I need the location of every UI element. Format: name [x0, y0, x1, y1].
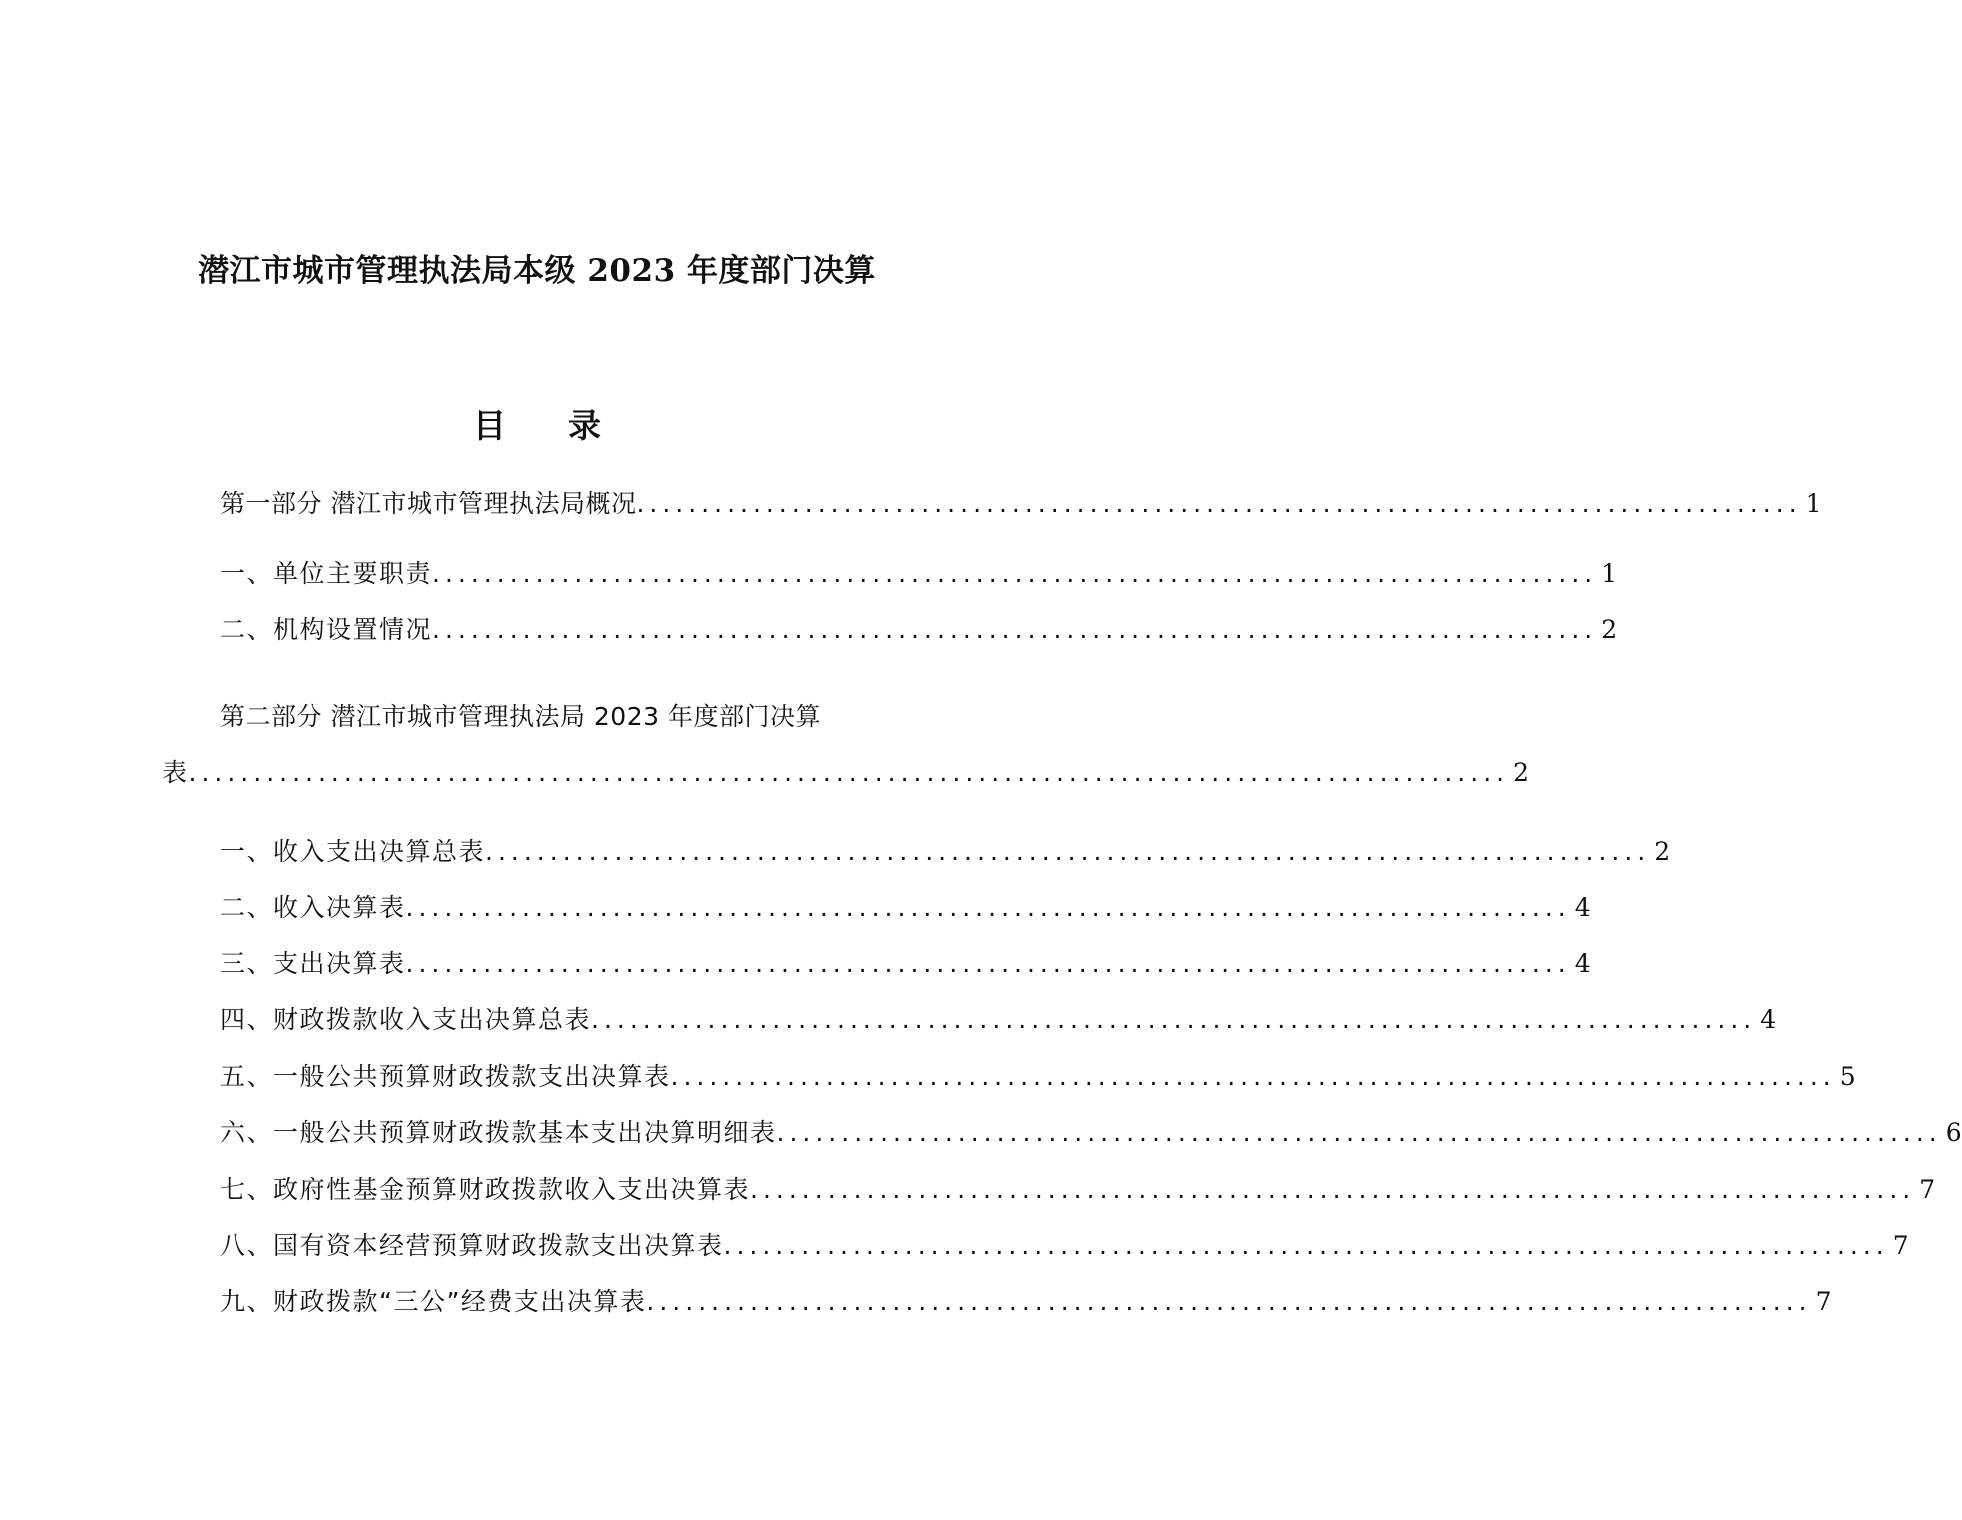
toc-heading-char-2: 录 [568, 406, 601, 445]
toc-dot-leader: .......................................................................................... [405, 949, 1571, 978]
toc-page-number: 4 [1574, 893, 1591, 922]
toc-entry-part2-item-5[interactable] [220, 1057, 1856, 1097]
toc-entry-part1-item-2[interactable] [220, 610, 1618, 650]
toc-entry-part2-item-3[interactable] [220, 944, 1591, 984]
toc-page-number: 4 [1574, 949, 1591, 978]
toc-entry-part2-item-4[interactable] [220, 1000, 1777, 1040]
toc-entry-label: 九、财政拨款“三公”经费支出决算表 [220, 1287, 647, 1316]
toc-entry-label: 六、一般公共预算财政拨款基本支出决算明细表 [220, 1118, 777, 1147]
toc-dot-leader: .......................................................................................... [723, 1231, 1889, 1260]
toc-page-number: 7 [1919, 1175, 1936, 1204]
toc-page-number: 5 [1839, 1062, 1856, 1091]
toc-dot-leader: .......................................................................................... [636, 489, 1802, 518]
toc-dot-leader: .......................................................................................... [750, 1175, 1916, 1204]
toc-dot-leader: .......................................................................................... [432, 615, 1598, 644]
toc-entry-part2-continuation[interactable] [162, 753, 1529, 793]
toc-entry-label: 八、国有资本经营预算财政拨款支出决算表 [220, 1231, 724, 1260]
toc-page-number: 2 [1601, 615, 1618, 644]
toc-entry-part2[interactable]: 第二部分 潜江市城市管理执法局 2023 年度部门决算 [220, 702, 821, 731]
toc-heading-char-1: 目 [473, 406, 506, 445]
toc-entry-label: 一、单位主要职责 [220, 559, 433, 588]
toc-entry-label: 二、收入决算表 [220, 893, 406, 922]
toc-page-number: 1 [1805, 489, 1822, 518]
toc-entry-label: 三、支出决算表 [220, 949, 406, 978]
toc-page-number: 1 [1601, 559, 1618, 588]
toc-entry-part2-item-7[interactable] [220, 1170, 1936, 1210]
toc-dot-leader: .......................................................................................... [646, 1287, 1812, 1316]
toc-heading [0, 398, 1074, 454]
toc-dot-leader: .......................................................................................... [776, 1118, 1942, 1147]
toc-entry-label: 第一部分 潜江市城市管理执法局概况 [220, 489, 637, 518]
toc-entry-part2-item-9[interactable] [220, 1282, 1832, 1322]
toc-entry-label: 表 [162, 758, 189, 787]
toc-page-number: 4 [1760, 1005, 1777, 1034]
toc-page-number: 6 [1945, 1118, 1962, 1147]
toc-entry-part2-item-8[interactable] [220, 1226, 1909, 1266]
toc-page-number: 2 [1513, 758, 1529, 787]
toc-entry-label: 二、机构设置情况 [220, 615, 433, 644]
toc-dot-leader: .......................................................................................... [670, 1062, 1836, 1091]
document-title: 潜江市城市管理执法局本级 2023 年度部门决算 [198, 253, 876, 289]
toc-dot-leader: .......................................................................................... [485, 837, 1651, 866]
toc-entry-part2-item-6[interactable] [220, 1113, 1962, 1153]
toc-page-number: 7 [1815, 1287, 1832, 1316]
toc-dot-leader: .......................................................................................... [591, 1005, 1757, 1034]
toc-dot-leader: ...................................................................................................... [188, 758, 1510, 787]
toc-dot-leader: .......................................................................................... [405, 893, 1571, 922]
toc-entry-label: 五、一般公共预算财政拨款支出决算表 [220, 1062, 671, 1091]
toc-entry-label: 四、财政拨款收入支出决算总表 [220, 1005, 592, 1034]
toc-entry-label: 一、收入支出决算总表 [220, 837, 486, 866]
toc-page-number: 2 [1654, 837, 1671, 866]
toc-entry-part1[interactable] [220, 484, 1822, 524]
toc-entry-label: 七、政府性基金预算财政拨款收入支出决算表 [220, 1175, 751, 1204]
toc-entry-part2-item-1[interactable] [220, 832, 1671, 872]
toc-entry-part2-item-2[interactable] [220, 888, 1591, 928]
toc-entry-part1-item-1[interactable] [220, 554, 1618, 594]
toc-page-number: 7 [1892, 1231, 1909, 1260]
toc-dot-leader: .......................................................................................... [432, 559, 1598, 588]
